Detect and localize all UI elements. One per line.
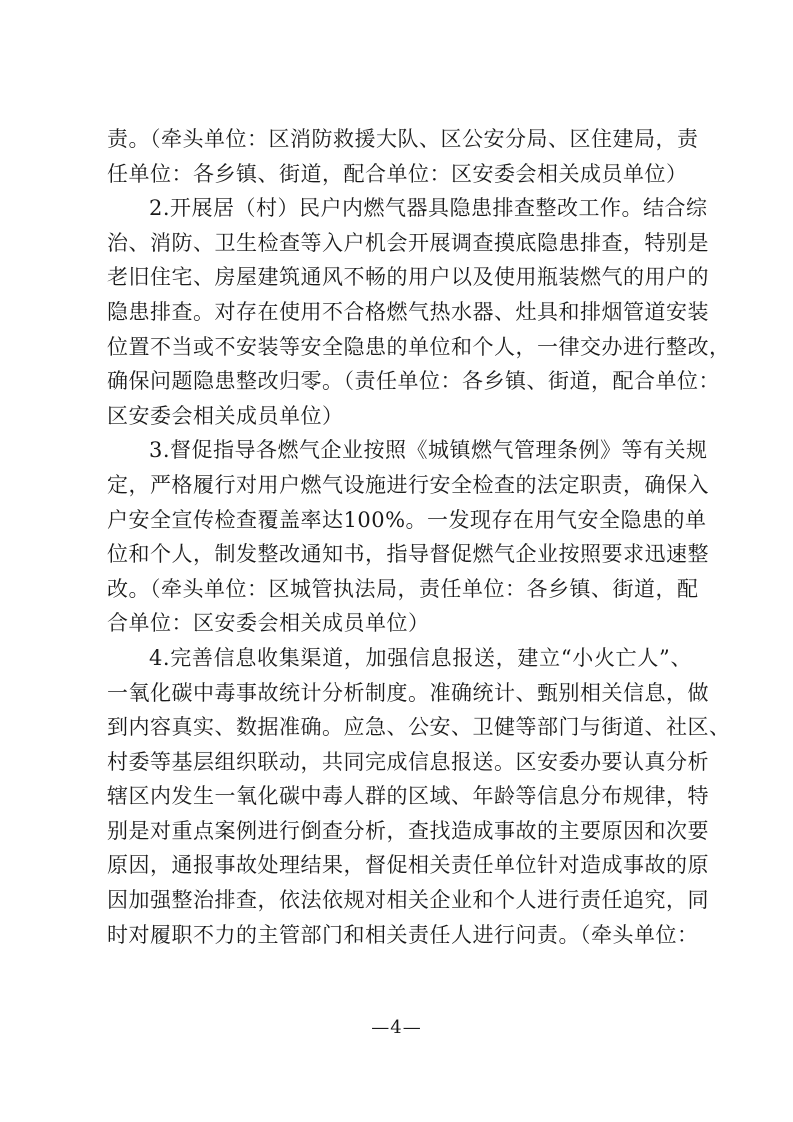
text-line: 到内容真实、数据准确。应急、公安、卫健等部门与街道、社区、: [107, 715, 731, 740]
text-line: 原因，通报事故处理结果，督促相关责任单位针对造成事故的原: [107, 853, 709, 878]
page-number: —4—: [371, 1017, 422, 1038]
paragraph-start-line: 4.完善信息收集渠道，加强信息报送，建立“小火亡人”、: [149, 645, 692, 670]
paragraph-start-line: 3.督促指导各燃气企业按照《城镇燃气管理条例》等有关规: [149, 438, 708, 463]
text-line: 位和个人，制发整改通知书，指导督促燃气企业按照要求迅速整: [107, 542, 709, 567]
text-line: 因加强整治排查，依法依规对相关企业和个人进行责任追究，同: [107, 888, 709, 913]
text-line: 户安全宣传检查覆盖率达100%。一发现存在用气安全隐患的单: [107, 507, 707, 532]
text-line: 合单位：区安委会相关成员单位）: [107, 611, 430, 636]
text-line: 改。（牵头单位：区城管执法局，责任单位：各乡镇、街道，配: [107, 576, 699, 601]
text-line: 责。（牵头单位：区消防救援大队、区公安分局、区住建局，责: [107, 127, 699, 151]
text-line: 村委等基层组织联动，共同完成信息报送。区安委办要认真分析: [107, 749, 709, 774]
text-line: 区安委会相关成员单位）: [107, 403, 344, 428]
text-line: 确保问题隐患整改归零。（责任单位：各乡镇、街道，配合单位：: [107, 369, 720, 394]
paragraph-start-line: 2.开展居（村）民户内燃气器具隐患排查整改工作。结合综: [149, 196, 708, 221]
document-body: [107, 122, 731, 952]
text-line: 时对履职不力的主管部门和相关责任人进行问责。（牵头单位：: [107, 922, 699, 947]
text-line: 辖区内发生一氧化碳中毒人群的区域、年龄等信息分布规律，特: [107, 784, 709, 809]
text-line: 别是对重点案例进行倒查分析，查找造成事故的主要原因和次要: [107, 818, 709, 843]
text-line: 位置不当或不安装等安全隐患的单位和个人，一律交办进行整改，: [107, 334, 731, 359]
text-line: 隐患排查。对存在使用不合格燃气热水器、灶具和排烟管道安装: [107, 299, 709, 324]
text-line: 老旧住宅、房屋建筑通风不畅的用户以及使用瓶装燃气的用户的: [107, 265, 709, 290]
text-line: 定，严格履行对用户燃气设施进行安全检查的法定职责，确保入: [107, 472, 709, 497]
text-line: 一氧化碳中毒事故统计分析制度。准确统计、甄别相关信息，做: [107, 680, 709, 705]
text-line: 治、消防、卫生检查等入户机会开展调查摸底隐患排查，特别是: [107, 230, 709, 255]
text-line: 任单位：各乡镇、街道，配合单位：区安委会相关成员单位）: [107, 161, 688, 186]
